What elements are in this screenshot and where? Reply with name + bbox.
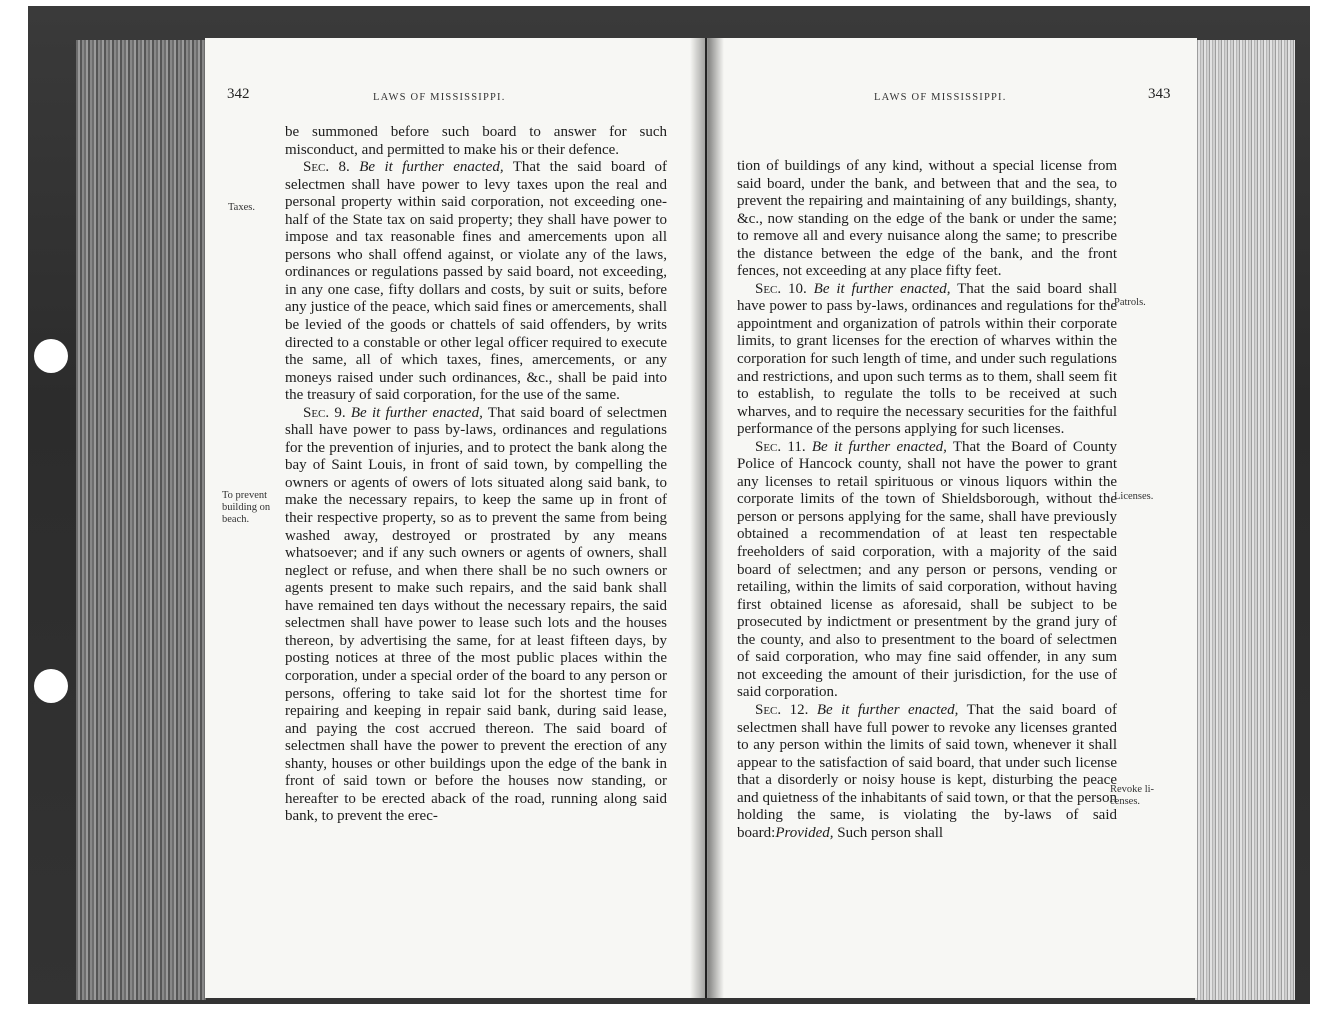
section-11-paragraph	[737, 439, 1117, 702]
margin-note-beach-line-3: beach.	[222, 514, 250, 525]
book-page-edges-right	[1195, 40, 1295, 1000]
section-10-paragraph	[737, 281, 1117, 439]
book-gutter-shadow	[690, 38, 724, 998]
right-running-head: LAWS OF MISSISSIPPI.	[874, 92, 1007, 103]
margin-note-patrols: Patrols.	[1114, 297, 1146, 308]
right-page-number: 343	[1148, 86, 1171, 102]
section-9-paragraph	[285, 405, 667, 826]
section-11-enacting-clause: Be it further enacted,	[811, 438, 947, 455]
section-12-paragraph	[737, 702, 1117, 842]
section-12-tail: Such person shall	[833, 824, 944, 841]
section-10-enacting-clause: Be it further enacted,	[813, 280, 951, 297]
section-9-text: That said board of selectmen shall have power to pass by-laws, ordinances and regulations for the prevention of injuries, and to protect the bank along the bay of Saint Louis, in front of said town, by compelling the owners or agents of owers of lots situated along said bank, to make the necessary repairs, to keep the same up in front of their respective property, so as to prevent the same from being washed away, destroyed or prostrated by any means whatsoever; and if any such owners or agents of owners, shall neglect or refuse, and when there shall be no such owners or agents present to make such repairs, and the said bank shall have remained ten days without the necessary repairs, the said selectmen shall have power to lease such lots and the houses thereon, by advertising the same, for at least fifteen days, by posting notices at three of the most public places within the corporation, under a special order of the board to any person or persons, offering to take said lot for the shortest time for repairing and keeping in repair said bank, during said lease, and paying the cost accrued thereon. The said board of selectmen shall have the power to prevent the erection of any shanty, houses or other buildings upon the edge of the bank in front of said town or before the houses now standing, or hereafter to be erected aback of the road, running along said bank, to prevent the erec-	[285, 404, 668, 825]
section-8-text: That the said board of selectmen shall have power to levy taxes upon the real and personal property within said corporation, not exceeding one-half of the State tax on said property; they shall have power to impose and tax reasonable fines and amercements upon all persons who shall offend against, or violate any of the laws, ordinances or regulations passed by said board, not exceeding, in any one case, fifty dollars and costs, by suit or suits, before any justice of the peace, which said fines or amercements, shall be levied of the goods or chattels of said offenders, by writs directed to a constable or other legal officer required to execute the same, all of which taxes, fines, amercements, or any moneys raised under such ordinances, &c., shall be paid into the treasury of said corporation, for the use of the same.	[285, 159, 668, 404]
right-continuation-paragraph: tion of buildings of any kind, without a special license from said board, under the bank, and between that and the sea, to prevent the repairing and maintaining of any buildings, shanty, &c., now standing on the edge of the bank or under the same; to remove all and every nuisance along the same; to prescribe the distance between the edge of the bank, and the front fences, not exceeding at any place fifty feet.	[737, 158, 1117, 280]
margin-note-taxes: Taxes.	[228, 202, 255, 213]
left-running-head: LAWS OF MISSISSIPPI.	[373, 92, 506, 103]
margin-note-beach-line-1: To prevent	[222, 490, 268, 501]
punch-hole-top	[34, 339, 68, 373]
punch-hole-bottom	[34, 669, 68, 703]
margin-note-revoke-line-2: censes.	[1110, 796, 1141, 807]
section-12-proviso: Provided,	[775, 824, 834, 841]
section-9-label: Sec. 9.	[303, 404, 346, 421]
margin-note-revoke-line-1: Revoke li-	[1110, 784, 1155, 795]
section-9-enacting-clause: Be it further enacted,	[350, 404, 483, 421]
margin-note-licenses: Licenses.	[1114, 491, 1154, 502]
section-11-label: Sec. 11.	[755, 438, 806, 455]
book-page-edges-left	[76, 40, 206, 1000]
section-8-paragraph	[285, 159, 667, 405]
left-page	[205, 38, 705, 998]
section-10-text: That the said board shall have power to pass by-laws, ordinances and regulations for the appointment and organization of patrols within their corporate limits, to grant licenses for the erection of wharves within the corporation for such length of time, and under such regulations and restrictions, and upon such terms as to them, shall seem fit to establish, to regulate the tolls to be received at such wharves, and to require the necessary securities for the faithful performance of the persons applying for such licenses.	[737, 280, 1118, 438]
left-page-body	[285, 124, 667, 826]
margin-note-beach-line-2: building on	[222, 502, 271, 513]
right-page	[707, 38, 1197, 998]
left-continuation-paragraph: be summoned before such board to answer for such misconduct, and permitted to make his or their defence.	[285, 124, 667, 158]
left-page-number: 342	[227, 86, 250, 102]
section-8-enacting-clause: Be it further enacted,	[359, 159, 504, 176]
section-12-text: That the said board of selectmen shall have full power to revoke any licenses granted to any person within the limits of said town, whenever it shall appear to the satisfaction of said board, that under such license that a disorderly or noisy house is kept, disturbing the peace and quietness of the inhabitants of said town, or that the person holding the same, is violating the by-laws of said board:	[737, 701, 1118, 841]
right-page-body	[737, 158, 1117, 842]
section-11-text: That the Board of County Police of Hancock county, shall not have the power to grant any licenses to retail spirituous or vinous liquors within the corporate limits of the town of Shieldsborough, without the person or persons applying for the same, shall have previously obtained a recommendation of at least ten respectable freeholders of said corporation, with a majority of the said board of selectmen; and any person or persons, vending or retailing, within the limits of said corporation, without having first obtained license as aforesaid, shall be subject to be prosecuted by indictment or presentment by the grand jury of the county, and also to presentment to the board of selectmen of said corporation, who may fine said offender, in any sum not exceeding the amount of their jurisdiction, for the use of said corporation.	[737, 438, 1118, 701]
section-12-enacting-clause: Be it further enacted,	[816, 701, 959, 718]
section-10-label: Sec. 10.	[755, 280, 807, 297]
section-8-label: Sec. 8.	[303, 159, 350, 176]
section-12-label: Sec. 12.	[755, 701, 809, 718]
